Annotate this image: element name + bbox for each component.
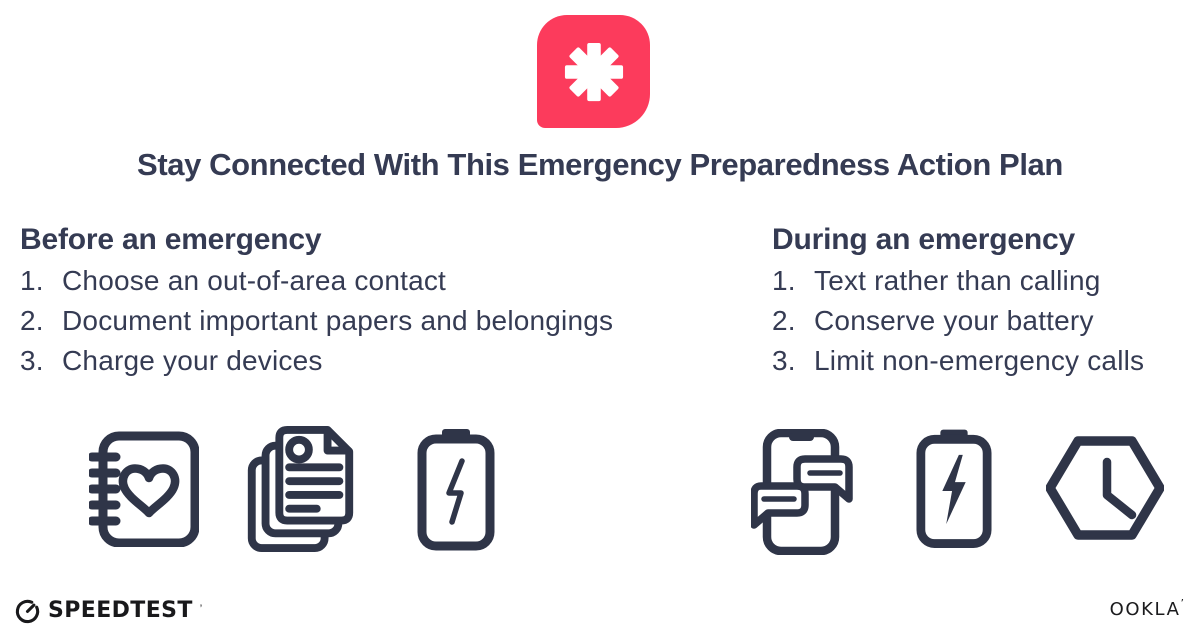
item-number: 2. — [772, 305, 796, 336]
ookla-logo — [1110, 599, 1184, 620]
before-list — [20, 261, 740, 381]
speedtest-trademark: ’ — [199, 602, 203, 615]
item-text: Text rather than calling — [814, 265, 1101, 296]
contact-book-icon — [89, 431, 199, 547]
item-number: 1. — [20, 265, 44, 296]
column-before-emergency — [20, 219, 740, 381]
item-text: Charge your devices — [62, 345, 323, 376]
ookla-wordmark: OOKLA — [1109, 599, 1181, 620]
battery-charge-icon — [417, 429, 495, 551]
page-title: Stay Connected With This Emergency Preparedness Action Plan — [137, 147, 1063, 182]
item-text: Limit non-emergency calls — [814, 345, 1145, 376]
emergency-asterisk-icon — [563, 41, 625, 103]
item-text: Choose an out-of-area contact — [62, 265, 447, 296]
list-item — [20, 341, 740, 381]
list-item — [772, 341, 1192, 381]
item-number: 2. — [20, 305, 44, 336]
speedtest-gauge-icon — [14, 597, 41, 624]
list-item — [772, 301, 1192, 341]
item-text: Document important papers and belongings — [62, 305, 614, 336]
item-number: 3. — [20, 345, 44, 376]
documents-icon — [246, 426, 354, 552]
speedtest-wordmark: SPEEDTEST — [48, 598, 193, 623]
list-item — [20, 261, 740, 301]
column-during-emergency — [772, 219, 1192, 381]
list-item — [20, 301, 740, 341]
speedtest-logo — [14, 597, 202, 624]
battery-charge-icon — [916, 427, 992, 551]
during-list — [772, 261, 1192, 381]
before-heading: Before an emergency — [20, 223, 322, 256]
item-number: 1. — [772, 265, 796, 296]
ookla-trademark: ’ — [1180, 597, 1184, 610]
item-text: Conserve your battery — [814, 305, 1094, 336]
phone-messages-icon — [751, 429, 853, 555]
emergency-badge — [537, 15, 650, 128]
clock-hexagon-icon — [1046, 436, 1164, 540]
during-heading: During an emergency — [772, 223, 1075, 256]
list-item — [772, 261, 1192, 301]
item-number: 3. — [772, 345, 796, 376]
